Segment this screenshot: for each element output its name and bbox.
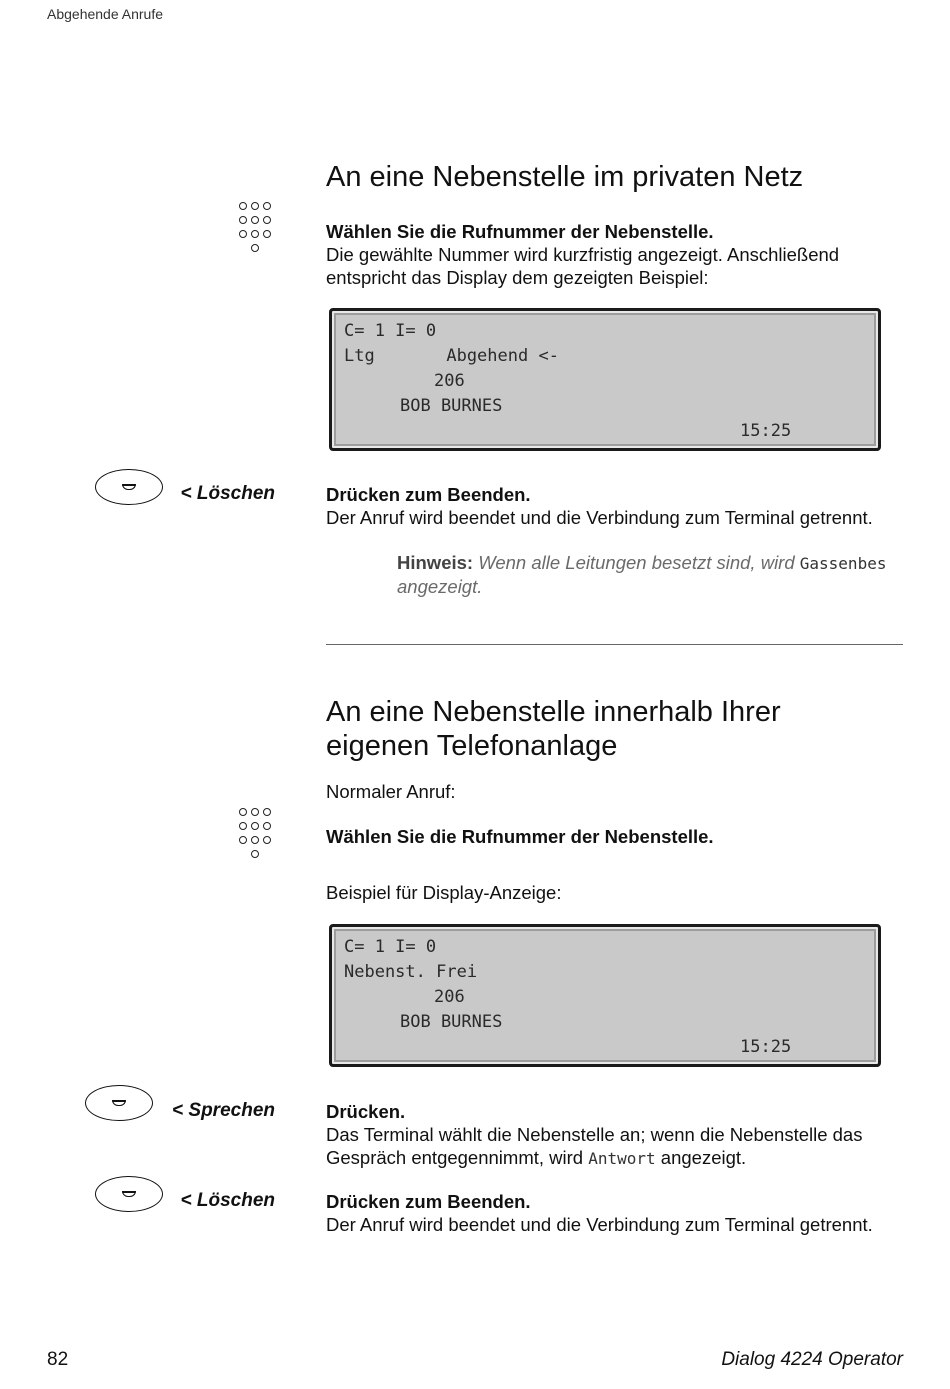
step2-instruction: Drücken. [326,1101,406,1122]
section2-intro: Normaler Anruf: [326,781,456,802]
section1-step2 [326,483,926,529]
step3-text: Der Anruf wird beendet und die Verbindung zum Terminal getrennt. [326,1214,873,1235]
display-line2: Nebenst. Frei [344,962,478,982]
running-header: Abgehende Anrufe [47,6,163,22]
step2-display-text: Antwort [588,1149,656,1168]
section2-step1-instruction: Wählen Sie die Rufnummer der Nebenstelle. [326,826,714,847]
section2-step3 [326,1190,926,1236]
note [397,551,886,598]
phone-display-example [329,308,881,451]
section1-step1 [326,220,926,289]
keypad-icon [239,202,279,258]
step3-instruction: Drücken zum Beenden. [326,1191,531,1212]
softkey-label-loeschen: < Löschen [180,1190,275,1211]
step2-instruction: Drücken zum Beenden. [326,484,531,505]
section2-title-line2: eigenen Telefonanlage [326,730,618,762]
section2-title [326,695,781,763]
display-line3: 206 [434,987,465,1007]
display-time: 15:25 [740,1037,792,1057]
step2-text-line2a: Gespräch entgegennimmt, wird [326,1147,584,1168]
display-line3: 206 [434,371,465,391]
page-number: 82 [47,1349,69,1370]
section1-title: An eine Nebenstelle im privaten Netz [326,161,804,193]
display-line1: C= 1 I= 0 [344,937,437,957]
product-name: Dialog 4224 Operator [721,1349,903,1370]
step1-text-line2: entspricht das Display dem gezeigten Beispiel: [326,267,709,288]
step2-text-line1: Das Terminal wählt die Nebenstelle an; wenn die Nebenstelle das [326,1124,863,1145]
section2-example-label: Beispiel für Display-Anzeige: [326,882,562,903]
softkey-label-loeschen: < Löschen [180,483,275,504]
section2-title-line1: An eine Nebenstelle innerhalb Ihrer [326,696,781,728]
note-text-end: angezeigt. [397,576,483,597]
note-text: Wenn alle Leitungen besetzt sind, wird [478,552,795,573]
step1-text-line1: Die gewählte Nummer wird kurzfristig angezeigt. Anschließend [326,244,840,265]
section-divider [326,644,903,645]
note-title: Hinweis: [397,552,474,573]
display-line2: Ltg Abgehend <- [344,346,559,366]
step2-text: Der Anruf wird beendet und die Verbindung zum Terminal getrennt. [326,507,873,528]
note-display-text: Gassenbes [799,554,887,573]
display-line1: C= 1 I= 0 [344,321,437,341]
display-line4: BOB BURNES [400,396,503,416]
display-time: 15:25 [740,421,792,441]
section2-step2 [326,1100,926,1170]
step2-text-line2b: angezeigt. [660,1147,747,1168]
softkey-label-sprechen: < Sprechen [172,1100,275,1121]
phone-display-example [329,924,881,1067]
step2-text-line2 [326,1146,926,1170]
display-line4: BOB BURNES [400,1012,503,1032]
keypad-icon [239,808,279,864]
step1-instruction: Wählen Sie die Rufnummer der Nebenstelle. [326,221,714,242]
